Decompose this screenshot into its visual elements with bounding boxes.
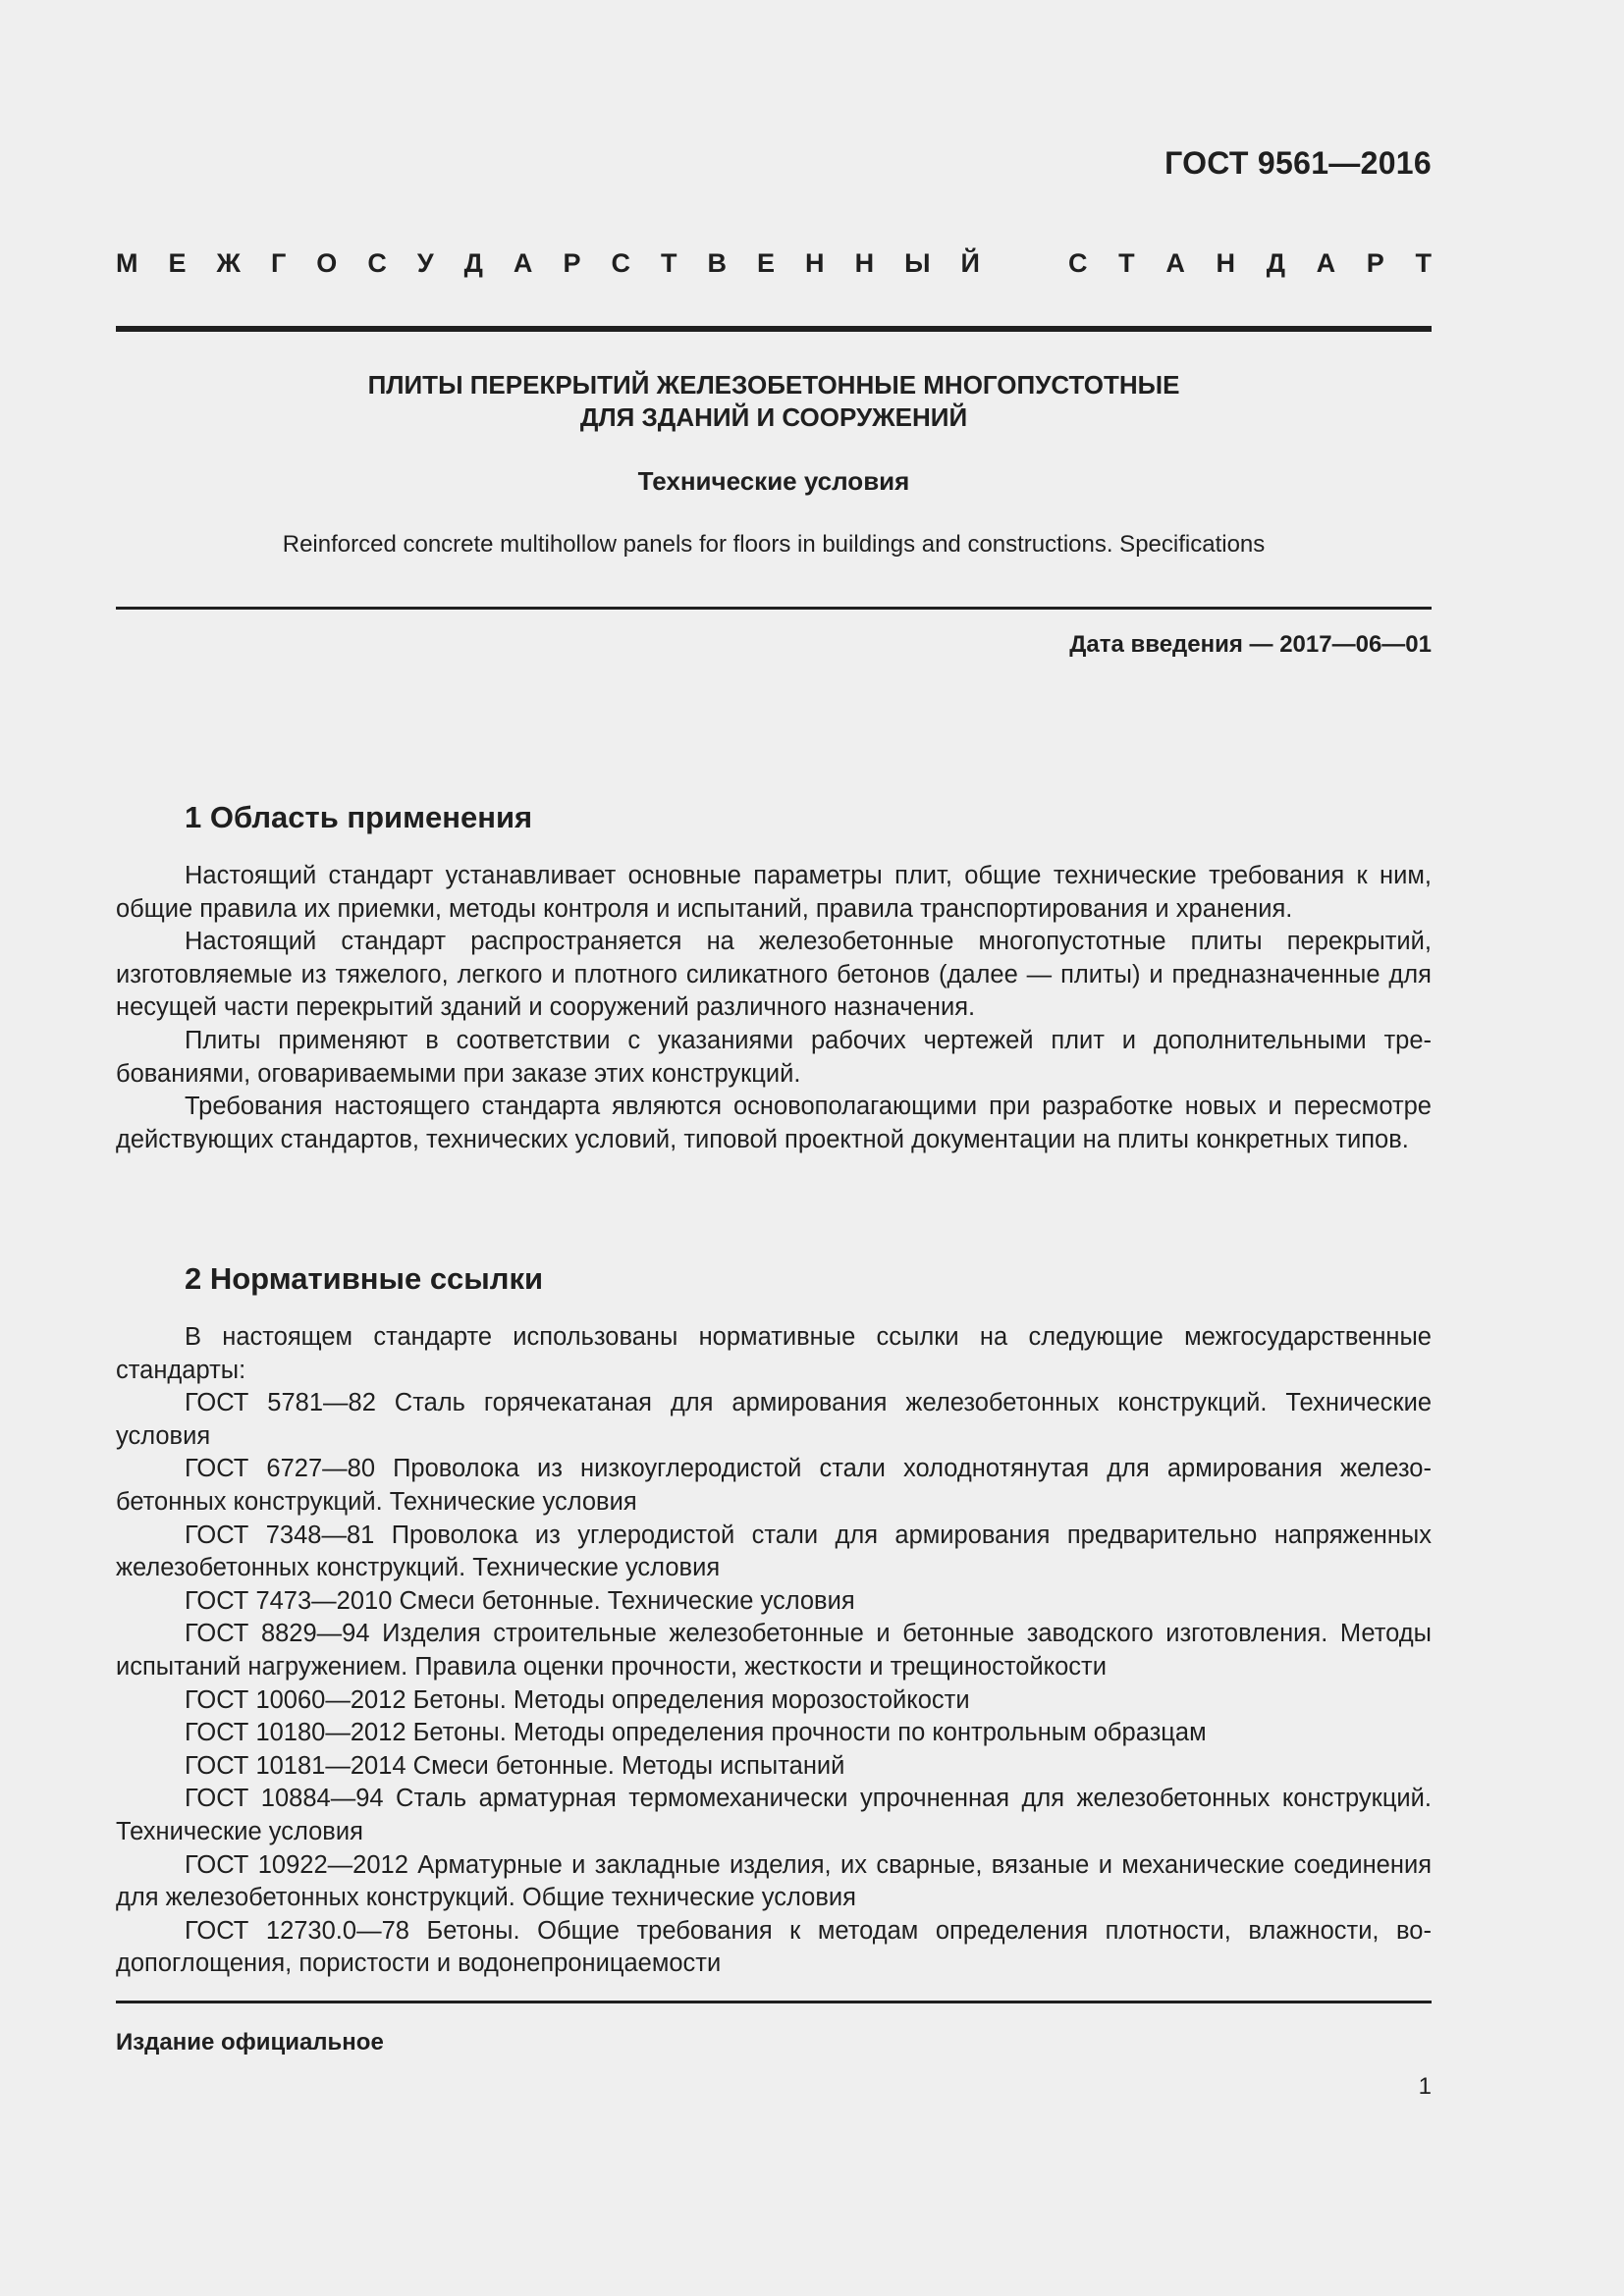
banner-letter: А: [1165, 248, 1185, 278]
standard-banner: [116, 247, 1432, 279]
banner-letter: В: [707, 248, 727, 278]
middle-rule: [116, 607, 1432, 610]
banner-letter: Т: [660, 248, 677, 278]
reference-item: ГОСТ 10060—2012 Бетоны. Методы определения морозостойкости: [185, 1685, 970, 1714]
document-page: [116, 0, 1432, 2296]
banner-letter: М: [116, 248, 138, 278]
reference-item: ГОСТ 10884—94 Сталь арматурная термомеханически упрочненная для железобетонных конструкций. Технические условия: [116, 1785, 1432, 1845]
reference-item: ГОСТ 8829—94 Изделия строительные железобетонные и бетонные заводского изготовления. Методы испытаний нагружением. Правила оценки прочности, жесткости и трещиностойкости: [116, 1620, 1432, 1681]
reference-item: ГОСТ 7348—81 Проволока из углеродистой стали для армирования предварительно напряженных железобетонных конструкций. Технические условия: [116, 1521, 1432, 1582]
banner-letter: У: [416, 248, 434, 278]
banner-letter: А: [1316, 248, 1336, 278]
banner-word-standard: [1068, 247, 1432, 279]
reference-item: ГОСТ 10922—2012 Арматурные и закладные изделия, их сварные, вязаные и механические соединения для железобетонных конструкций. Общие технические условия: [116, 1850, 1432, 1912]
banner-letter: Р: [563, 248, 581, 278]
banner-letter: Й: [960, 248, 980, 278]
document-subtitle: Технические условия: [637, 466, 910, 496]
bottom-rule: [116, 2001, 1432, 2003]
banner-letter: Т: [1118, 248, 1135, 278]
banner-letter: С: [367, 248, 387, 278]
section-2-heading: 2 Нормативные ссылки: [185, 1261, 544, 1296]
english-title: Reinforced concrete multihollow panels for floors in buildings and constructions. Specifications: [282, 531, 1266, 558]
reference-item: ГОСТ 10181—2014 Смеси бетонные. Методы испытаний: [185, 1751, 845, 1780]
banner-letter: Н: [1216, 248, 1236, 278]
reference-item: ГОСТ 12730.0—78 Бетоны. Общие требования к методам определения плотности, влажности, водопоглощения, пористости и водонепроницаемости: [116, 1916, 1432, 1978]
document-title: [116, 369, 1432, 434]
paragraph: Настоящий стандарт устанавливает основные параметры плит, общие технические требования к ним, общие правила их приемки, методы контроля и испытаний, правила транспортирования и хранения.: [116, 862, 1432, 923]
banner-letter: Н: [854, 248, 875, 278]
banner-letter: Н: [805, 248, 825, 278]
banner-word-interstate: [116, 247, 980, 279]
paragraph: В настоящем стандарте использованы нормативные ссылки на следующие межгосударственные стандарты:: [116, 1323, 1432, 1384]
document-code: ГОСТ 9561—2016: [1164, 145, 1432, 181]
reference-item: ГОСТ 7473—2010 Смеси бетонные. Технические условия: [185, 1586, 855, 1615]
reference-item: ГОСТ 5781—82 Сталь горячекатаная для армирования железобетонных конструкций. Технические условия: [116, 1389, 1432, 1450]
page-number: 1: [1418, 2073, 1432, 2100]
paragraph: Настоящий стандарт распространяется на железобетонные многопустотные плиты перекрытий, изготовляемые из тяжелого, легкого и плотного силикатного бетонов (далее — плиты) и предназначенные для несущей части перекрытий зданий и сооружений различного назначения.: [116, 928, 1432, 1022]
banner-letter: Е: [168, 248, 187, 278]
title-line-2: ДЛЯ ЗДАНИЙ И СООРУЖЕНИЙ: [579, 402, 968, 432]
section-2-body: [116, 1321, 1432, 1981]
section-1-body: [116, 860, 1432, 1156]
banner-letter: Д: [463, 248, 483, 278]
banner-letter: Г: [270, 248, 287, 278]
introduction-date: Дата введения — 2017—06—01: [1069, 631, 1432, 658]
banner-letter: Т: [1415, 248, 1432, 278]
banner-letter: О: [316, 248, 338, 278]
official-edition-label: Издание официальное: [116, 2029, 384, 2056]
banner-letter: А: [513, 248, 533, 278]
banner-letter: Д: [1266, 248, 1285, 278]
top-rule: [116, 326, 1432, 332]
paragraph: Требования настоящего стандарта являются основополагающими при разработке новых и пересмотре действующих стандартов, технических условий, типовой проектной документации на плиты конкретных типов.: [116, 1093, 1432, 1153]
title-line-1: ПЛИТЫ ПЕРЕКРЫТИЙ ЖЕЛЕЗОБЕТОННЫЕ МНОГОПУСТОТНЫЕ: [367, 370, 1180, 400]
banner-letter: С: [1068, 248, 1088, 278]
reference-item: ГОСТ 6727—80 Проволока из низкоуглеродистой стали холоднотянутая для армирования железобетонных конструкций. Технические условия: [116, 1455, 1432, 1516]
paragraph: Плиты применяют в соответствии с указаниями рабочих чертежей плит и дополнительными требованиями, оговариваемыми при заказе этих конструкций.: [116, 1026, 1432, 1088]
banner-letter: Ы: [904, 248, 931, 278]
banner-letter: С: [611, 248, 630, 278]
section-1-heading: 1 Область применения: [185, 800, 533, 834]
banner-letter: Ж: [216, 248, 241, 278]
banner-letter: Р: [1366, 248, 1384, 278]
banner-letter: Е: [757, 248, 776, 278]
reference-item: ГОСТ 10180—2012 Бетоны. Методы определения прочности по контрольным образцам: [185, 1719, 1207, 1747]
